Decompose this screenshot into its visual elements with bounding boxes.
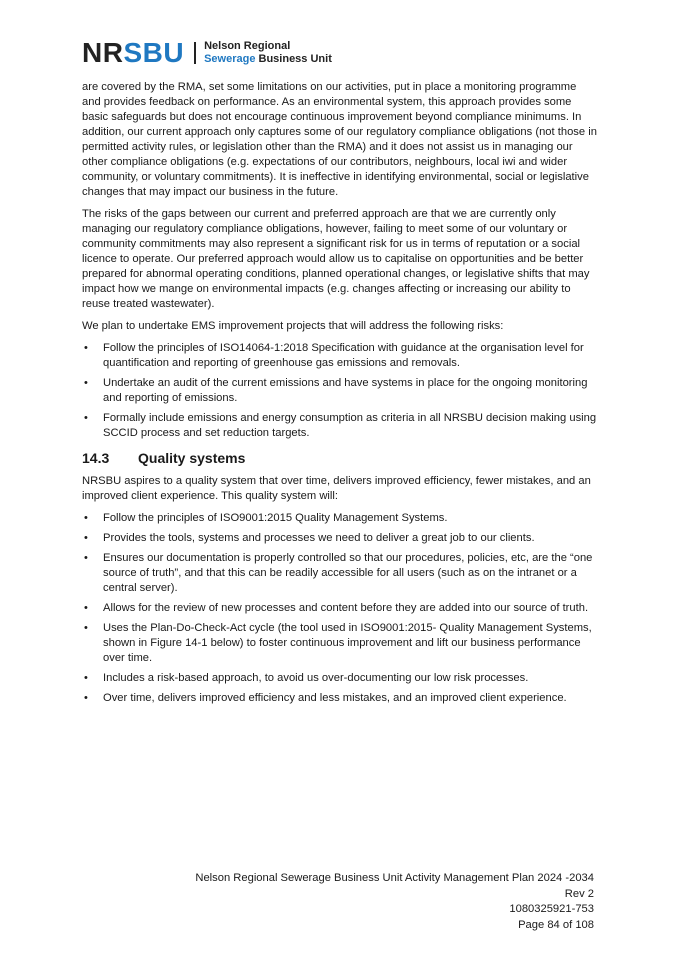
org-name (204, 40, 332, 66)
list-item: • Includes a risk-based approach, to avoid us over-documenting our low risk processes. (82, 671, 597, 686)
list-item: • Follow the principles of ISO9001:2015 Quality Management Systems. (82, 511, 597, 526)
ems-risk-list (82, 341, 597, 441)
org-name-business-unit: Business Unit (255, 53, 332, 65)
paragraph-1: are covered by the RMA, set some limitations on our activities, put in place a monitoring programme and provides feedback on performance. As an environmental system, this approach provides some basic safeguards but does not encourage continuous improvement beyond compliance minimums. In addition, our current approach only captures some of our regulatory compliance obligations (not those in permitted activity rules, or legislation other than the RMA) and it does not assist us in managing our other compliance obligations (e.g. expectations of our contributors, neighbours, local iwi and wider community, or voluntary commitments). It is ineffective in identifying environmental, social or legislative changes that may impact our business in the future. (82, 81, 597, 198)
logo-part1: NR (82, 37, 124, 68)
list-item: • Ensures our documentation is properly controlled so that our procedures, policies, etc, are the “one source of truth”, and that this can be readily accessible for all users (such as on the intranet or a central server). (82, 551, 597, 596)
footer-doc-id: 1080325921-753 (509, 903, 594, 915)
section-title: Quality systems (138, 450, 246, 466)
logo-part2: SBU (123, 37, 185, 68)
org-name-line2 (204, 53, 332, 66)
list-item: • Allows for the review of new processes and content before they are added into our source of truth. (82, 601, 597, 616)
footer-doc-title: Nelson Regional Sewerage Business Unit Activity Management Plan 2024 -2034 (195, 872, 594, 884)
nrsbu-logo (82, 39, 184, 67)
document-body (82, 80, 597, 712)
list-item: • Provides the tools, systems and processes we need to deliver a great job to our clients. (82, 531, 597, 546)
page-footer (195, 871, 594, 933)
org-name-line1: Nelson Regional (204, 40, 291, 52)
list-item: • Formally include emissions and energy consumption as criteria in all NRSBU decision making using SCCID process and set reduction targets. (82, 411, 597, 441)
paragraph-2: The risks of the gaps between our current and preferred approach are that we are currently only managing our regulatory compliance obligations, however, failing to meet some of our voluntary or community commitments may also represent a significant risk for us in terms of reputation or a social licence to operate. Our preferred approach would allow us to capitalise on opportunities and be better prepared for abnormal operating conditions, planned operational changes, or legislative shifts that may impact how we mange on environmental impacts (e.g. changes affecting or increasing our ability to reuse treated wastewater). (82, 208, 590, 310)
list-item: • Uses the Plan-Do-Check-Act cycle (the tool used in ISO9001:2015- Quality Management Systems, shown in Figure 14-1 below) to foster continuous improvement and lift our business performance over time. (82, 621, 597, 666)
footer-page-number: Page 84 of 108 (518, 918, 594, 931)
paragraph-3: We plan to undertake EMS improvement projects that will address the following risks: (82, 320, 504, 332)
org-name-sewerage: Sewerage (204, 53, 256, 65)
paragraph-4: NRSBU aspires to a quality system that over time, delivers improved efficiency, fewer mistakes, and an improved client experience. This quality system will: (82, 475, 591, 502)
section-heading (82, 451, 597, 466)
list-item: • Follow the principles of ISO14064-1:2018 Specification with guidance at the organisation level for quantification and reporting of greenhouse gas emissions and removals. (82, 341, 597, 371)
quality-system-list (82, 511, 597, 706)
footer-revision: Rev 2 (564, 887, 594, 900)
logo-divider (194, 42, 196, 64)
list-item: • Undertake an audit of the current emissions and have systems in place for the ongoing monitoring and reporting of emissions. (82, 376, 597, 406)
section-number: 14.3 (82, 450, 110, 466)
page-header (82, 36, 332, 70)
list-item: • Over time, delivers improved efficiency and less mistakes, and an improved client experience. (82, 691, 597, 706)
